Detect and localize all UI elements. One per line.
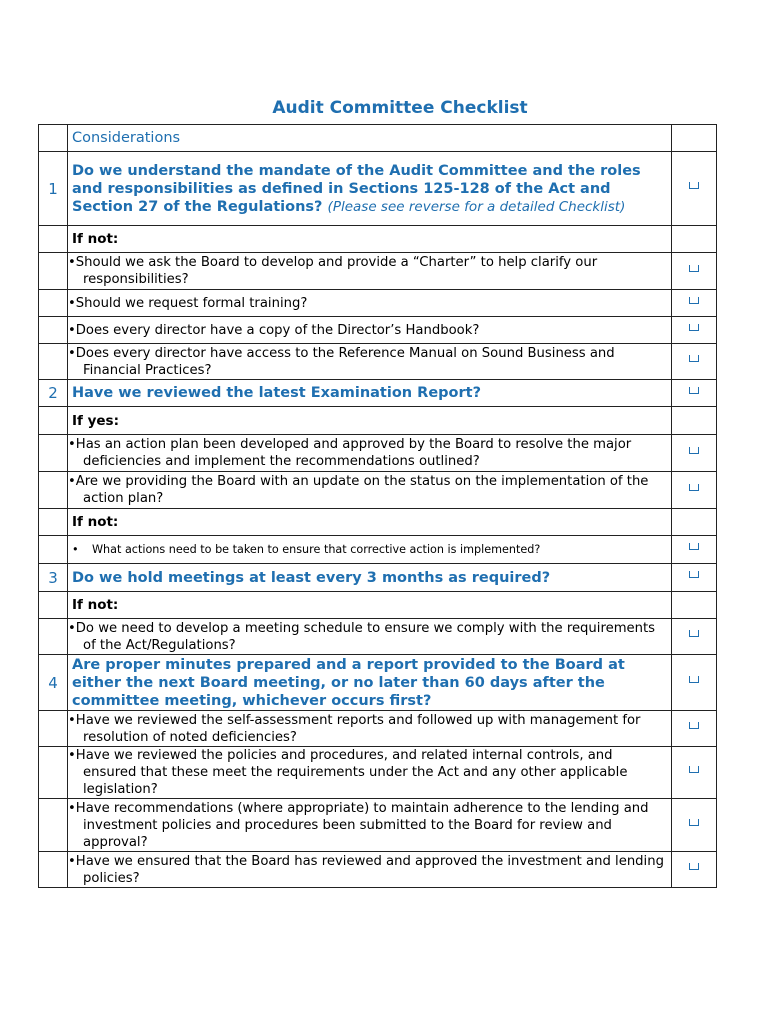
checkbox-icon[interactable]: [689, 766, 699, 773]
checklist-item-text: •Have we reviewed the policies and procedures, and related internal controls, and ensured that these meet the requirements under the Act and any other applicable legislation?: [68, 748, 628, 797]
checklist-item: [68, 711, 672, 747]
checklist-item: [68, 747, 672, 799]
checkbox-icon[interactable]: [689, 819, 699, 826]
condition-label: If not:: [68, 509, 672, 536]
question-text: [68, 152, 672, 226]
table-row: [39, 592, 717, 619]
checkbox-cell[interactable]: [672, 564, 717, 592]
checklist-item: [68, 435, 672, 472]
question-number: 1: [39, 152, 68, 226]
checklist-item: [68, 290, 672, 317]
checklist-item: [68, 317, 672, 344]
checklist-item-text: •Have recommendations (where appropriate) to maintain adherence to the lending and investment policies and procedures been submitted to the Board for review and approval?: [68, 800, 649, 850]
table-row: [39, 253, 717, 290]
checkbox-cell[interactable]: [672, 747, 717, 799]
checklist-item: [68, 852, 672, 888]
table-header-row: [39, 125, 717, 152]
header-considerations: Considerations: [68, 125, 672, 152]
table-row: [39, 509, 717, 536]
checkbox-cell[interactable]: [672, 344, 717, 380]
checklist-item: [68, 472, 672, 509]
checkbox-icon[interactable]: [689, 324, 699, 331]
question-text: Do we hold meetings at least every 3 months as required?: [68, 564, 672, 592]
checkbox-cell[interactable]: [672, 655, 717, 711]
checkbox-icon[interactable]: [689, 355, 699, 362]
checkbox-icon[interactable]: [689, 543, 699, 550]
question-number: 3: [39, 564, 68, 592]
checkbox-cell[interactable]: [672, 152, 717, 226]
table-row: [39, 747, 717, 799]
question-text: Have we reviewed the latest Examination Report?: [68, 380, 672, 407]
checkbox-icon[interactable]: [689, 484, 699, 491]
checkbox-cell[interactable]: [672, 536, 717, 564]
table-row: [39, 472, 717, 509]
condition-label: If yes:: [68, 407, 672, 435]
checkbox-icon[interactable]: [689, 447, 699, 454]
table-row: [39, 435, 717, 472]
checklist-item: [68, 536, 672, 564]
checklist-table: [38, 124, 717, 888]
table-row: [39, 799, 717, 852]
checkbox-cell[interactable]: [672, 380, 717, 407]
checkbox-cell[interactable]: [672, 435, 717, 472]
checklist-item-text: What actions need to be taken to ensure that corrective action is implemented?: [92, 543, 541, 556]
checkbox-cell[interactable]: [672, 852, 717, 888]
checklist-item: [68, 344, 672, 380]
checklist-item-text: •Should we ask the Board to develop and provide a “Charter” to help clarify our responsibilities?: [68, 255, 598, 287]
checkbox-cell[interactable]: [672, 711, 717, 747]
header-num-cell: [39, 125, 68, 152]
question-text: Are proper minutes prepared and a report provided to the Board at either the next Board meeting, or no later than 60 days after the committee meeting, whichever occurs first?: [68, 655, 672, 711]
table-row: [39, 380, 717, 407]
checklist-item-text: •Should we request formal training?: [68, 295, 308, 311]
table-row: [39, 852, 717, 888]
table-row: [39, 655, 717, 711]
table-row: [39, 619, 717, 655]
condition-label: If not:: [68, 226, 672, 253]
checkbox-cell[interactable]: [672, 799, 717, 852]
checkbox-icon[interactable]: [689, 387, 699, 394]
checkbox-icon[interactable]: [689, 182, 699, 189]
table-row: [39, 152, 717, 226]
checkbox-icon[interactable]: [689, 265, 699, 272]
question-1-text: Do we understand the mandate of the Audit Committee and the roles and responsibilities as defined in Sections 125-128 of the Act and Section 27 of the Regulations?: [72, 162, 641, 215]
table-row: [39, 407, 717, 435]
table-row: [39, 317, 717, 344]
checklist-item-text: •Does every director have access to the Reference Manual on Sound Business and Financial Practices?: [68, 345, 615, 378]
checklist-item-text: •Do we need to develop a meeting schedule to ensure we comply with the requirements of the Act/Regulations?: [68, 620, 656, 653]
checkbox-icon[interactable]: [689, 630, 699, 637]
header-check-cell: [672, 125, 717, 152]
checkbox-cell[interactable]: [672, 290, 717, 317]
checkbox-cell[interactable]: [672, 619, 717, 655]
checklist-item: [68, 253, 672, 290]
checkbox-icon[interactable]: [689, 722, 699, 729]
table-row: [39, 290, 717, 317]
checklist-item-text: •Have we ensured that the Board has reviewed and approved the investment and lending policies?: [68, 853, 664, 886]
checkbox-cell[interactable]: [672, 472, 717, 509]
table-row: [39, 536, 717, 564]
bullet-icon: •: [72, 543, 79, 556]
checklist-item-text: •Are we providing the Board with an update on the status on the implementation of the action plan?: [68, 474, 649, 506]
checkbox-icon[interactable]: [689, 297, 699, 304]
table-row: [39, 344, 717, 380]
checklist-item: [68, 619, 672, 655]
checkbox-icon[interactable]: [689, 676, 699, 683]
checkbox-icon[interactable]: [689, 571, 699, 578]
table-row: [39, 226, 717, 253]
question-note: (Please see reverse for a detailed Checklist): [327, 198, 626, 215]
document-title: Audit Committee Checklist: [272, 98, 528, 118]
condition-label: If not:: [68, 592, 672, 619]
checkbox-icon[interactable]: [689, 863, 699, 870]
checklist-item-text: •Have we reviewed the self-assessment reports and followed up with management for resolution of noted deficiencies?: [68, 712, 641, 745]
checklist-item-text: •Does every director have a copy of the Director’s Handbook?: [68, 322, 480, 338]
table-row: [39, 711, 717, 747]
table-row: [39, 564, 717, 592]
checklist-item: [68, 799, 672, 852]
question-number: 4: [39, 655, 68, 711]
question-number: 2: [39, 380, 68, 407]
checklist-item-text: •Has an action plan been developed and approved by the Board to resolve the major deficiencies and implement the recommendations outlined?: [68, 437, 632, 469]
checkbox-cell[interactable]: [672, 317, 717, 344]
checkbox-cell[interactable]: [672, 253, 717, 290]
